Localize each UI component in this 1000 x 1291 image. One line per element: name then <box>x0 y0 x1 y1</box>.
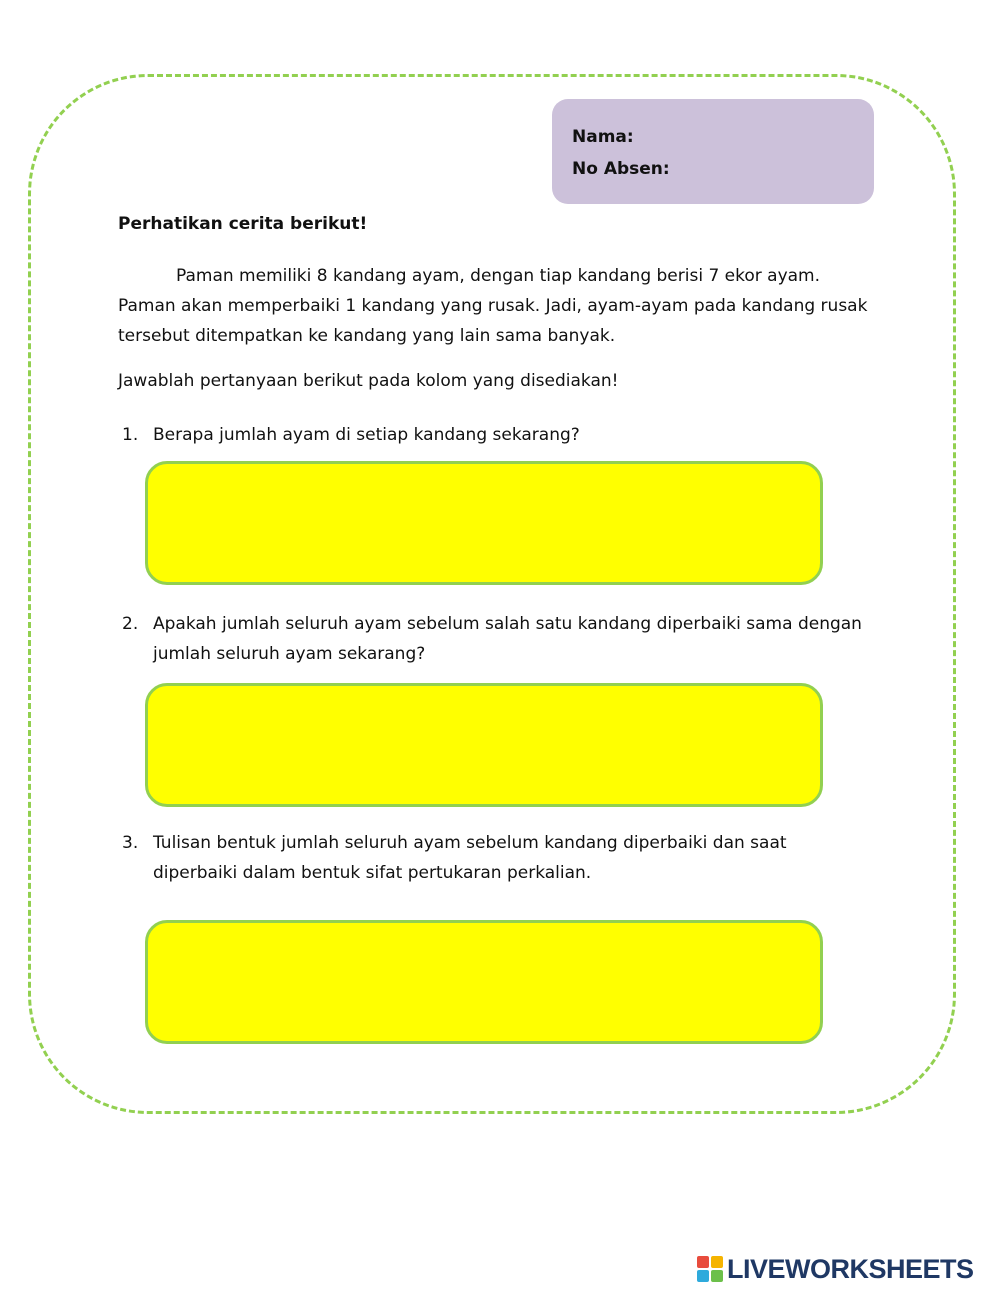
question-text <box>153 828 893 888</box>
question-number: 2. <box>122 614 139 634</box>
liveworksheets-logo-text: LIVEWORKSHEETS <box>727 1253 974 1284</box>
absen-label: No Absen: <box>572 159 670 179</box>
answer-box-2[interactable] <box>145 683 823 807</box>
question-line: Tulisan bentuk jumlah seluruh ayam sebelum kandang diperbaiki dan saat <box>153 833 787 853</box>
story-line: Paman akan memperbaiki 1 kandang yang rusak. Jadi, ayam-ayam pada kandang rusak <box>118 296 868 316</box>
logo-square <box>711 1256 723 1268</box>
liveworksheets-logo <box>697 1254 974 1284</box>
question-line: Berapa jumlah ayam di setiap kandang sekarang? <box>153 425 580 445</box>
instruction-heading: Perhatikan cerita berikut! <box>118 214 368 234</box>
logo-square <box>697 1270 709 1282</box>
question-line: jumlah seluruh ayam sekarang? <box>153 644 426 664</box>
story-paragraph <box>118 261 898 351</box>
story-line: Paman memiliki 8 kandang ayam, dengan tiap kandang berisi 7 ekor ayam. <box>176 266 821 286</box>
question-line: diperbaiki dalam bentuk sifat pertukaran perkalian. <box>153 863 592 883</box>
question-number: 1. <box>122 425 139 445</box>
liveworksheets-logo-icon <box>697 1256 723 1282</box>
question-text <box>153 420 893 450</box>
question-line: Apakah jumlah seluruh ayam sebelum salah satu kandang diperbaiki sama dengan <box>153 614 862 634</box>
answer-box-3[interactable] <box>145 920 823 1044</box>
name-label: Nama: <box>572 127 634 147</box>
logo-square <box>697 1256 709 1268</box>
logo-square <box>711 1270 723 1282</box>
answer-prompt: Jawablah pertanyaan berikut pada kolom yang disediakan! <box>118 371 619 391</box>
student-info-box <box>552 99 874 204</box>
question-number: 3. <box>122 833 139 853</box>
question-text <box>153 609 893 669</box>
story-line: tersebut ditempatkan ke kandang yang lain sama banyak. <box>118 326 616 346</box>
answer-box-1[interactable] <box>145 461 823 585</box>
